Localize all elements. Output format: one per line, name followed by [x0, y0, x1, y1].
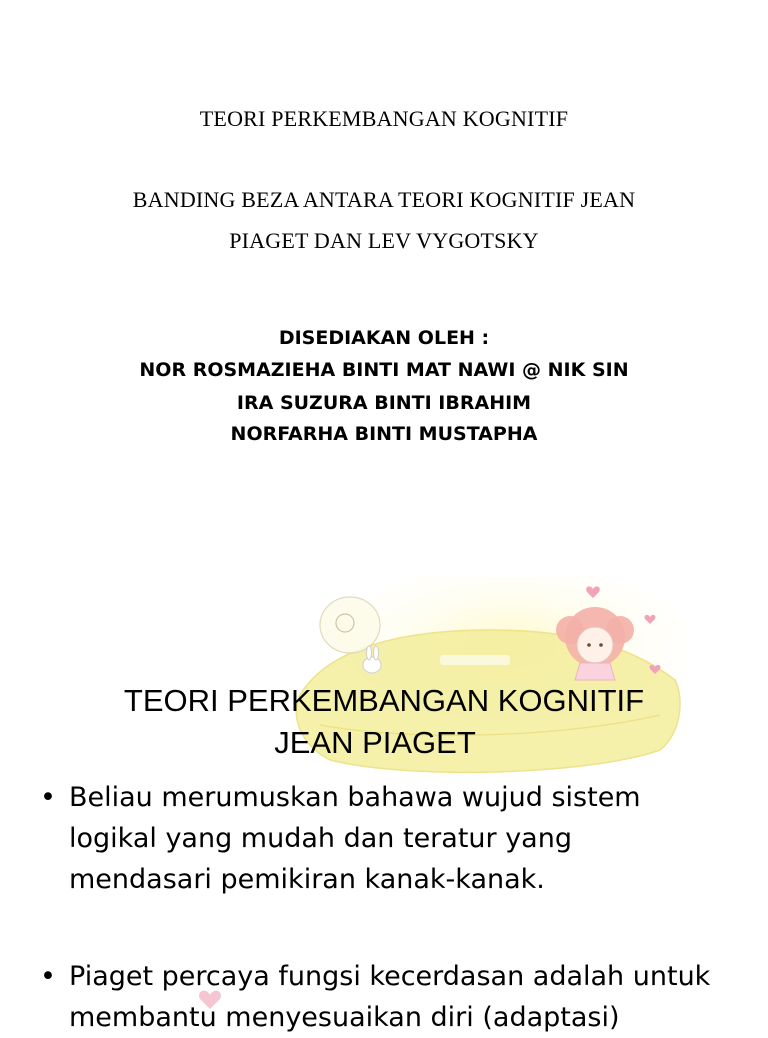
bullet-line: mendasari pemikiran kanak-kanak.: [69, 864, 545, 895]
bullet-marker: •: [40, 961, 56, 992]
bullet-line: logikal yang mudah dan teratur yang: [69, 823, 572, 854]
author-name: NORFARHA BINTI MUSTAPHA: [230, 423, 538, 445]
bullet-marker: •: [40, 782, 56, 813]
bullet-line: membantu menyesuaikan diri (adaptasi): [69, 1002, 620, 1033]
bullet-text: [69, 777, 740, 900]
content-heading-line-1: TEORI PERKEMBANGAN KOGNITIF: [123, 683, 645, 718]
content-heading-line-2: JEAN PIAGET: [274, 725, 476, 760]
author-name: IRA SUZURA BINTI IBRAHIM: [236, 392, 532, 414]
bullet-line: Piaget percaya fungsi kecerdasan adalah untuk: [69, 961, 711, 992]
main-title: TEORI PERKEMBANGAN KOGNITIF: [199, 106, 569, 131]
bullet-item: [40, 956, 740, 1038]
prepared-by-label: DISEDIAKAN OLEH :: [278, 327, 490, 349]
subtitle-line-1: BANDING BEZA ANTARA TEORI KOGNITIF JEAN: [132, 187, 636, 212]
author-name: NOR ROSMAZIEHA BINTI MAT NAWI @ NIK SIN: [139, 359, 629, 381]
bullet-text: [69, 956, 740, 1038]
subtitle-line-2: PIAGET DAN LEV VYGOTSKY: [229, 228, 539, 253]
bullet-item: [40, 777, 740, 900]
bullet-line: Beliau merumuskan bahawa wujud sistem: [69, 782, 641, 813]
